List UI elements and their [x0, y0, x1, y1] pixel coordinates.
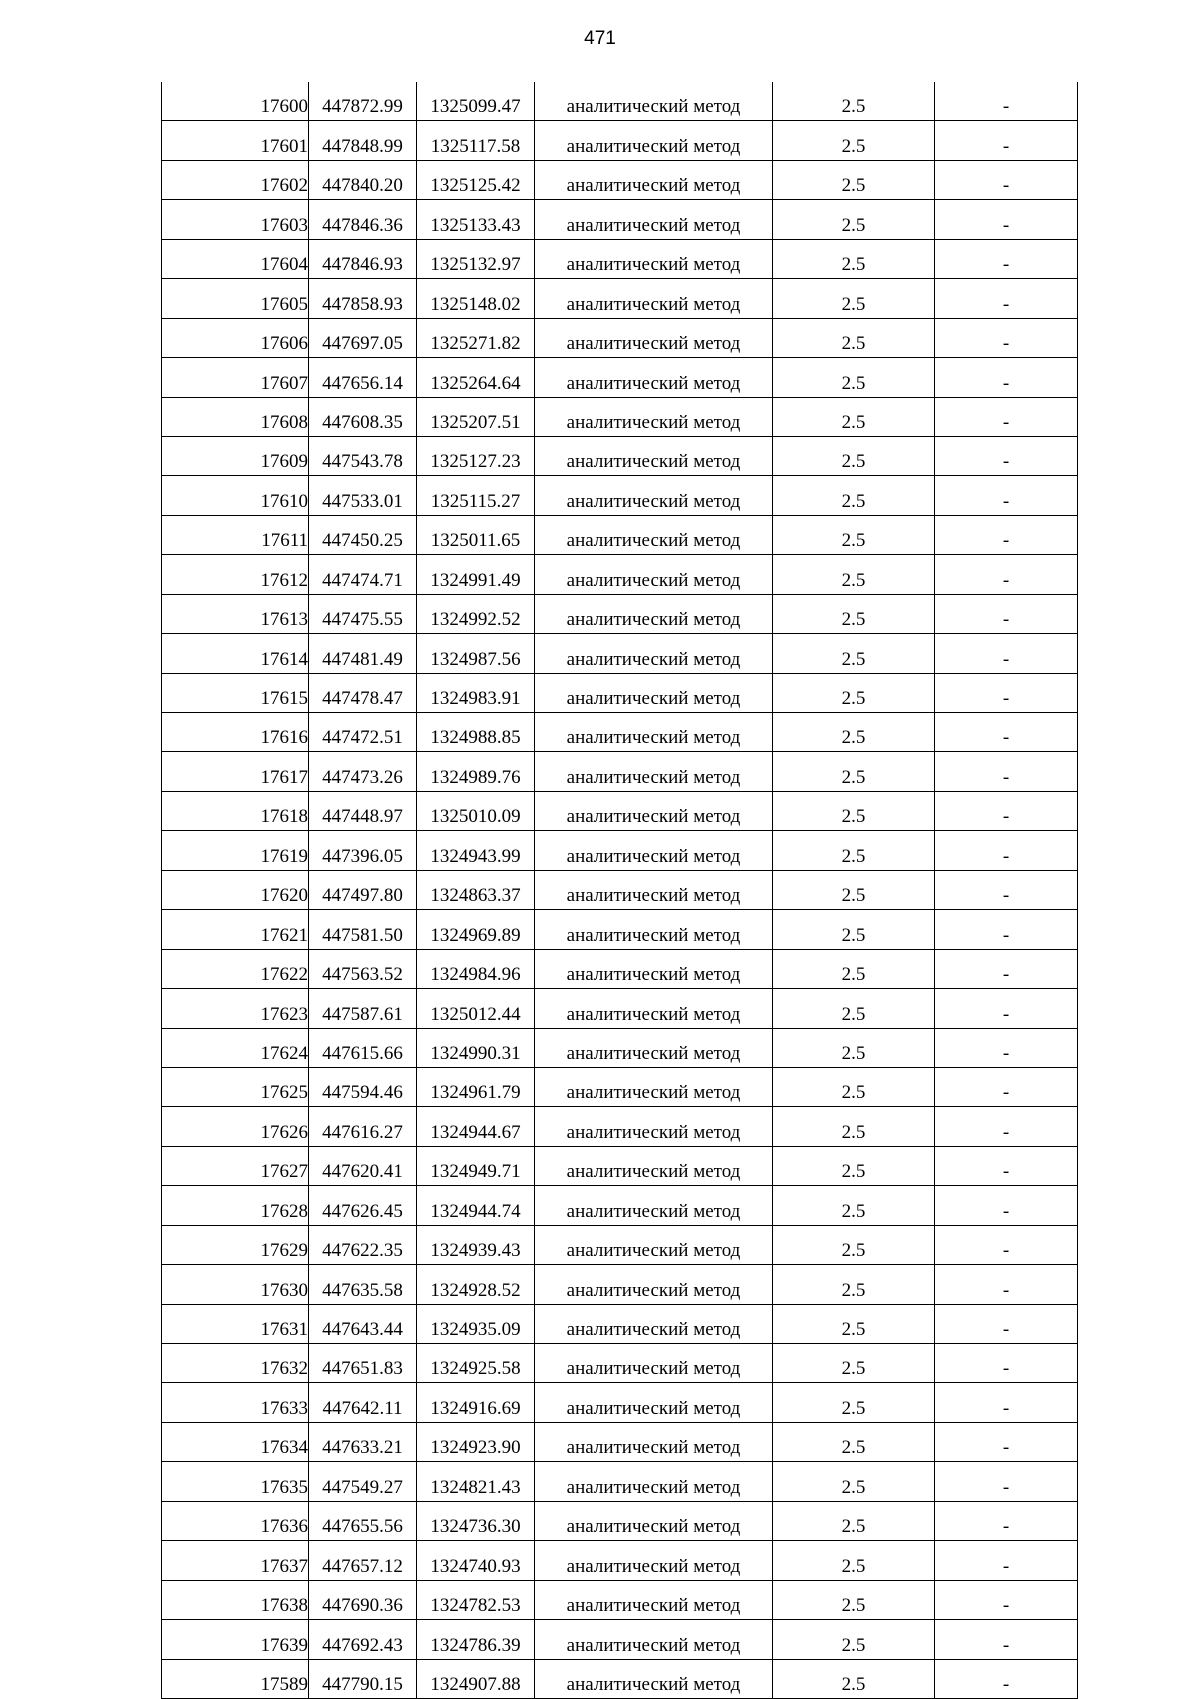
y-coordinate-cell: 1324740.93	[417, 1541, 535, 1580]
point-number-cell: 17629	[162, 1225, 309, 1264]
method-cell: аналитический метод	[535, 870, 773, 909]
accuracy-cell: 2.5	[773, 634, 935, 673]
table-row	[162, 713, 1078, 752]
table-row	[162, 1028, 1078, 1067]
method-cell: аналитический метод	[535, 949, 773, 988]
x-coordinate-cell: 447651.83	[309, 1344, 417, 1383]
note-cell: -	[935, 1422, 1078, 1461]
y-coordinate-cell: 1324916.69	[417, 1383, 535, 1422]
point-number-cell: 17623	[162, 989, 309, 1028]
y-coordinate-cell: 1325125.42	[417, 160, 535, 199]
note-cell: -	[935, 397, 1078, 436]
table-row	[162, 1383, 1078, 1422]
method-cell: аналитический метод	[535, 673, 773, 712]
y-coordinate-cell: 1324925.58	[417, 1344, 535, 1383]
x-coordinate-cell: 447642.11	[309, 1383, 417, 1422]
x-coordinate-cell: 447396.05	[309, 831, 417, 870]
table-row	[162, 594, 1078, 633]
point-number-cell: 17618	[162, 791, 309, 830]
note-cell: -	[935, 1659, 1078, 1698]
note-cell: -	[935, 318, 1078, 357]
method-cell: аналитический метод	[535, 989, 773, 1028]
accuracy-cell: 2.5	[773, 1146, 935, 1185]
x-coordinate-cell: 447655.56	[309, 1501, 417, 1540]
table-row	[162, 279, 1078, 318]
method-cell: аналитический метод	[535, 791, 773, 830]
table-row	[162, 1344, 1078, 1383]
accuracy-cell: 2.5	[773, 1225, 935, 1264]
point-number-cell: 17604	[162, 239, 309, 278]
point-number-cell: 17638	[162, 1580, 309, 1619]
note-cell: -	[935, 1265, 1078, 1304]
y-coordinate-cell: 1324928.52	[417, 1265, 535, 1304]
table-row	[162, 1146, 1078, 1185]
method-cell: аналитический метод	[535, 82, 773, 121]
accuracy-cell: 2.5	[773, 1659, 935, 1698]
accuracy-cell: 2.5	[773, 713, 935, 752]
accuracy-cell: 2.5	[773, 989, 935, 1028]
y-coordinate-cell: 1325099.47	[417, 82, 535, 121]
method-cell: аналитический метод	[535, 555, 773, 594]
point-number-cell: 17619	[162, 831, 309, 870]
method-cell: аналитический метод	[535, 910, 773, 949]
table-row	[162, 1107, 1078, 1146]
x-coordinate-cell: 447846.36	[309, 200, 417, 239]
method-cell: аналитический метод	[535, 358, 773, 397]
note-cell: -	[935, 634, 1078, 673]
y-coordinate-cell: 1325148.02	[417, 279, 535, 318]
accuracy-cell: 2.5	[773, 1462, 935, 1501]
x-coordinate-cell: 447533.01	[309, 476, 417, 515]
x-coordinate-cell: 447643.44	[309, 1304, 417, 1343]
accuracy-cell: 2.5	[773, 1028, 935, 1067]
accuracy-cell: 2.5	[773, 1541, 935, 1580]
table-row	[162, 634, 1078, 673]
x-coordinate-cell: 447475.55	[309, 594, 417, 633]
method-cell: аналитический метод	[535, 1659, 773, 1698]
method-cell: аналитический метод	[535, 831, 773, 870]
y-coordinate-cell: 1324821.43	[417, 1462, 535, 1501]
x-coordinate-cell: 447474.71	[309, 555, 417, 594]
x-coordinate-cell: 447497.80	[309, 870, 417, 909]
note-cell: -	[935, 673, 1078, 712]
x-coordinate-cell: 447594.46	[309, 1067, 417, 1106]
note-cell: -	[935, 1620, 1078, 1659]
x-coordinate-cell: 447616.27	[309, 1107, 417, 1146]
x-coordinate-cell: 447697.05	[309, 318, 417, 357]
y-coordinate-cell: 1325133.43	[417, 200, 535, 239]
point-number-cell: 17637	[162, 1541, 309, 1580]
method-cell: аналитический метод	[535, 1383, 773, 1422]
accuracy-cell: 2.5	[773, 1186, 935, 1225]
point-number-cell: 17621	[162, 910, 309, 949]
accuracy-cell: 2.5	[773, 1501, 935, 1540]
point-number-cell: 17608	[162, 397, 309, 436]
method-cell: аналитический метод	[535, 1462, 773, 1501]
x-coordinate-cell: 447846.93	[309, 239, 417, 278]
point-number-cell: 17624	[162, 1028, 309, 1067]
point-number-cell: 17607	[162, 358, 309, 397]
y-coordinate-cell: 1325117.58	[417, 121, 535, 160]
table-row	[162, 397, 1078, 436]
method-cell: аналитический метод	[535, 436, 773, 475]
note-cell: -	[935, 1067, 1078, 1106]
x-coordinate-cell: 447840.20	[309, 160, 417, 199]
x-coordinate-cell: 447563.52	[309, 949, 417, 988]
note-cell: -	[935, 989, 1078, 1028]
accuracy-cell: 2.5	[773, 1580, 935, 1619]
point-number-cell: 17632	[162, 1344, 309, 1383]
y-coordinate-cell: 1325207.51	[417, 397, 535, 436]
y-coordinate-cell: 1324907.88	[417, 1659, 535, 1698]
table-row	[162, 910, 1078, 949]
y-coordinate-cell: 1324943.99	[417, 831, 535, 870]
x-coordinate-cell: 447581.50	[309, 910, 417, 949]
table-row	[162, 476, 1078, 515]
table-body	[162, 82, 1078, 1698]
coordinates-table	[161, 82, 1078, 1699]
table-row	[162, 1541, 1078, 1580]
table-row	[162, 989, 1078, 1028]
point-number-cell: 17628	[162, 1186, 309, 1225]
table-row	[162, 673, 1078, 712]
x-coordinate-cell: 447692.43	[309, 1620, 417, 1659]
x-coordinate-cell: 447608.35	[309, 397, 417, 436]
table-row	[162, 436, 1078, 475]
accuracy-cell: 2.5	[773, 82, 935, 121]
x-coordinate-cell: 447620.41	[309, 1146, 417, 1185]
point-number-cell: 17615	[162, 673, 309, 712]
point-number-cell: 17606	[162, 318, 309, 357]
table-row	[162, 791, 1078, 830]
y-coordinate-cell: 1324969.89	[417, 910, 535, 949]
point-number-cell: 17589	[162, 1659, 309, 1698]
x-coordinate-cell: 447690.36	[309, 1580, 417, 1619]
y-coordinate-cell: 1325132.97	[417, 239, 535, 278]
accuracy-cell: 2.5	[773, 358, 935, 397]
y-coordinate-cell: 1324984.96	[417, 949, 535, 988]
method-cell: аналитический метод	[535, 1422, 773, 1461]
point-number-cell: 17603	[162, 200, 309, 239]
method-cell: аналитический метод	[535, 1344, 773, 1383]
point-number-cell: 17630	[162, 1265, 309, 1304]
x-coordinate-cell: 447622.35	[309, 1225, 417, 1264]
accuracy-cell: 2.5	[773, 594, 935, 633]
point-number-cell: 17635	[162, 1462, 309, 1501]
y-coordinate-cell: 1325010.09	[417, 791, 535, 830]
method-cell: аналитический метод	[535, 594, 773, 633]
table-row	[162, 870, 1078, 909]
method-cell: аналитический метод	[535, 752, 773, 791]
note-cell: -	[935, 279, 1078, 318]
accuracy-cell: 2.5	[773, 200, 935, 239]
x-coordinate-cell: 447478.47	[309, 673, 417, 712]
note-cell: -	[935, 239, 1078, 278]
point-number-cell: 17600	[162, 82, 309, 121]
method-cell: аналитический метод	[535, 1304, 773, 1343]
accuracy-cell: 2.5	[773, 1265, 935, 1304]
note-cell: -	[935, 594, 1078, 633]
accuracy-cell: 2.5	[773, 1344, 935, 1383]
accuracy-cell: 2.5	[773, 121, 935, 160]
method-cell: аналитический метод	[535, 1107, 773, 1146]
method-cell: аналитический метод	[535, 397, 773, 436]
y-coordinate-cell: 1325264.64	[417, 358, 535, 397]
point-number-cell: 17611	[162, 515, 309, 554]
table-row	[162, 1225, 1078, 1264]
method-cell: аналитический метод	[535, 515, 773, 554]
table-row	[162, 160, 1078, 199]
table-row	[162, 1620, 1078, 1659]
method-cell: аналитический метод	[535, 1265, 773, 1304]
x-coordinate-cell: 447481.49	[309, 634, 417, 673]
note-cell: -	[935, 200, 1078, 239]
note-cell: -	[935, 436, 1078, 475]
note-cell: -	[935, 1146, 1078, 1185]
table-row	[162, 1265, 1078, 1304]
accuracy-cell: 2.5	[773, 476, 935, 515]
y-coordinate-cell: 1324935.09	[417, 1304, 535, 1343]
y-coordinate-cell: 1324939.43	[417, 1225, 535, 1264]
x-coordinate-cell: 447790.15	[309, 1659, 417, 1698]
x-coordinate-cell: 447872.99	[309, 82, 417, 121]
y-coordinate-cell: 1324983.91	[417, 673, 535, 712]
method-cell: аналитический метод	[535, 1146, 773, 1185]
table-row	[162, 1067, 1078, 1106]
point-number-cell: 17614	[162, 634, 309, 673]
method-cell: аналитический метод	[535, 279, 773, 318]
x-coordinate-cell: 447633.21	[309, 1422, 417, 1461]
accuracy-cell: 2.5	[773, 1422, 935, 1461]
y-coordinate-cell: 1325011.65	[417, 515, 535, 554]
note-cell: -	[935, 1541, 1078, 1580]
accuracy-cell: 2.5	[773, 831, 935, 870]
table-row	[162, 1501, 1078, 1540]
accuracy-cell: 2.5	[773, 1383, 935, 1422]
note-cell: -	[935, 1462, 1078, 1501]
x-coordinate-cell: 447848.99	[309, 121, 417, 160]
table-row	[162, 1659, 1078, 1698]
note-cell: -	[935, 752, 1078, 791]
x-coordinate-cell: 447626.45	[309, 1186, 417, 1225]
y-coordinate-cell: 1324736.30	[417, 1501, 535, 1540]
accuracy-cell: 2.5	[773, 436, 935, 475]
y-coordinate-cell: 1324987.56	[417, 634, 535, 673]
accuracy-cell: 2.5	[773, 160, 935, 199]
note-cell: -	[935, 831, 1078, 870]
note-cell: -	[935, 1107, 1078, 1146]
method-cell: аналитический метод	[535, 1067, 773, 1106]
note-cell: -	[935, 910, 1078, 949]
y-coordinate-cell: 1325271.82	[417, 318, 535, 357]
y-coordinate-cell: 1324990.31	[417, 1028, 535, 1067]
point-number-cell: 17625	[162, 1067, 309, 1106]
accuracy-cell: 2.5	[773, 673, 935, 712]
table-row	[162, 1462, 1078, 1501]
y-coordinate-cell: 1324944.67	[417, 1107, 535, 1146]
y-coordinate-cell: 1324944.74	[417, 1186, 535, 1225]
accuracy-cell: 2.5	[773, 1620, 935, 1659]
x-coordinate-cell: 447549.27	[309, 1462, 417, 1501]
method-cell: аналитический метод	[535, 1186, 773, 1225]
point-number-cell: 17633	[162, 1383, 309, 1422]
table-row	[162, 200, 1078, 239]
note-cell: -	[935, 515, 1078, 554]
point-number-cell: 17639	[162, 1620, 309, 1659]
page-number: 471	[584, 28, 616, 49]
y-coordinate-cell: 1324863.37	[417, 870, 535, 909]
method-cell: аналитический метод	[535, 1620, 773, 1659]
accuracy-cell: 2.5	[773, 949, 935, 988]
table-row	[162, 1304, 1078, 1343]
note-cell: -	[935, 1344, 1078, 1383]
table-row	[162, 318, 1078, 357]
note-cell: -	[935, 1501, 1078, 1540]
note-cell: -	[935, 1304, 1078, 1343]
y-coordinate-cell: 1324961.79	[417, 1067, 535, 1106]
accuracy-cell: 2.5	[773, 791, 935, 830]
y-coordinate-cell: 1324992.52	[417, 594, 535, 633]
note-cell: -	[935, 870, 1078, 909]
x-coordinate-cell: 447587.61	[309, 989, 417, 1028]
point-number-cell: 17617	[162, 752, 309, 791]
point-number-cell: 17627	[162, 1146, 309, 1185]
point-number-cell: 17613	[162, 594, 309, 633]
method-cell: аналитический метод	[535, 121, 773, 160]
table-row	[162, 121, 1078, 160]
y-coordinate-cell: 1325115.27	[417, 476, 535, 515]
note-cell: -	[935, 713, 1078, 752]
y-coordinate-cell: 1325127.23	[417, 436, 535, 475]
note-cell: -	[935, 791, 1078, 830]
point-number-cell: 17605	[162, 279, 309, 318]
accuracy-cell: 2.5	[773, 752, 935, 791]
note-cell: -	[935, 555, 1078, 594]
table-row	[162, 515, 1078, 554]
table-row	[162, 358, 1078, 397]
point-number-cell: 17616	[162, 713, 309, 752]
x-coordinate-cell: 447635.58	[309, 1265, 417, 1304]
method-cell: аналитический метод	[535, 160, 773, 199]
accuracy-cell: 2.5	[773, 1107, 935, 1146]
method-cell: аналитический метод	[535, 1225, 773, 1264]
note-cell: -	[935, 1028, 1078, 1067]
y-coordinate-cell: 1324988.85	[417, 713, 535, 752]
table-row	[162, 239, 1078, 278]
y-coordinate-cell: 1324786.39	[417, 1620, 535, 1659]
x-coordinate-cell: 447656.14	[309, 358, 417, 397]
note-cell: -	[935, 1225, 1078, 1264]
x-coordinate-cell: 447543.78	[309, 436, 417, 475]
point-number-cell: 17601	[162, 121, 309, 160]
accuracy-cell: 2.5	[773, 239, 935, 278]
accuracy-cell: 2.5	[773, 1067, 935, 1106]
note-cell: -	[935, 358, 1078, 397]
note-cell: -	[935, 121, 1078, 160]
note-cell: -	[935, 476, 1078, 515]
y-coordinate-cell: 1324949.71	[417, 1146, 535, 1185]
point-number-cell: 17610	[162, 476, 309, 515]
point-number-cell: 17612	[162, 555, 309, 594]
x-coordinate-cell: 447448.97	[309, 791, 417, 830]
table-row	[162, 555, 1078, 594]
table-row	[162, 1580, 1078, 1619]
x-coordinate-cell: 447450.25	[309, 515, 417, 554]
table-row	[162, 949, 1078, 988]
method-cell: аналитический метод	[535, 476, 773, 515]
accuracy-cell: 2.5	[773, 279, 935, 318]
point-number-cell: 17602	[162, 160, 309, 199]
accuracy-cell: 2.5	[773, 910, 935, 949]
table-row	[162, 1422, 1078, 1461]
method-cell: аналитический метод	[535, 200, 773, 239]
x-coordinate-cell: 447657.12	[309, 1541, 417, 1580]
note-cell: -	[935, 160, 1078, 199]
point-number-cell: 17609	[162, 436, 309, 475]
table-row	[162, 831, 1078, 870]
method-cell: аналитический метод	[535, 1541, 773, 1580]
method-cell: аналитический метод	[535, 713, 773, 752]
y-coordinate-cell: 1324989.76	[417, 752, 535, 791]
accuracy-cell: 2.5	[773, 515, 935, 554]
table-row	[162, 1186, 1078, 1225]
method-cell: аналитический метод	[535, 634, 773, 673]
table-row	[162, 82, 1078, 121]
point-number-cell: 17634	[162, 1422, 309, 1461]
x-coordinate-cell: 447472.51	[309, 713, 417, 752]
accuracy-cell: 2.5	[773, 1304, 935, 1343]
point-number-cell: 17620	[162, 870, 309, 909]
accuracy-cell: 2.5	[773, 870, 935, 909]
point-number-cell: 17622	[162, 949, 309, 988]
method-cell: аналитический метод	[535, 239, 773, 278]
x-coordinate-cell: 447858.93	[309, 279, 417, 318]
method-cell: аналитический метод	[535, 318, 773, 357]
note-cell: -	[935, 949, 1078, 988]
method-cell: аналитический метод	[535, 1501, 773, 1540]
point-number-cell: 17626	[162, 1107, 309, 1146]
table-row	[162, 752, 1078, 791]
note-cell: -	[935, 1580, 1078, 1619]
accuracy-cell: 2.5	[773, 397, 935, 436]
note-cell: -	[935, 1186, 1078, 1225]
method-cell: аналитический метод	[535, 1028, 773, 1067]
point-number-cell: 17636	[162, 1501, 309, 1540]
accuracy-cell: 2.5	[773, 318, 935, 357]
y-coordinate-cell: 1324923.90	[417, 1422, 535, 1461]
y-coordinate-cell: 1324991.49	[417, 555, 535, 594]
point-number-cell: 17631	[162, 1304, 309, 1343]
note-cell: -	[935, 82, 1078, 121]
y-coordinate-cell: 1324782.53	[417, 1580, 535, 1619]
method-cell: аналитический метод	[535, 1580, 773, 1619]
x-coordinate-cell: 447473.26	[309, 752, 417, 791]
y-coordinate-cell: 1325012.44	[417, 989, 535, 1028]
x-coordinate-cell: 447615.66	[309, 1028, 417, 1067]
accuracy-cell: 2.5	[773, 555, 935, 594]
note-cell: -	[935, 1383, 1078, 1422]
